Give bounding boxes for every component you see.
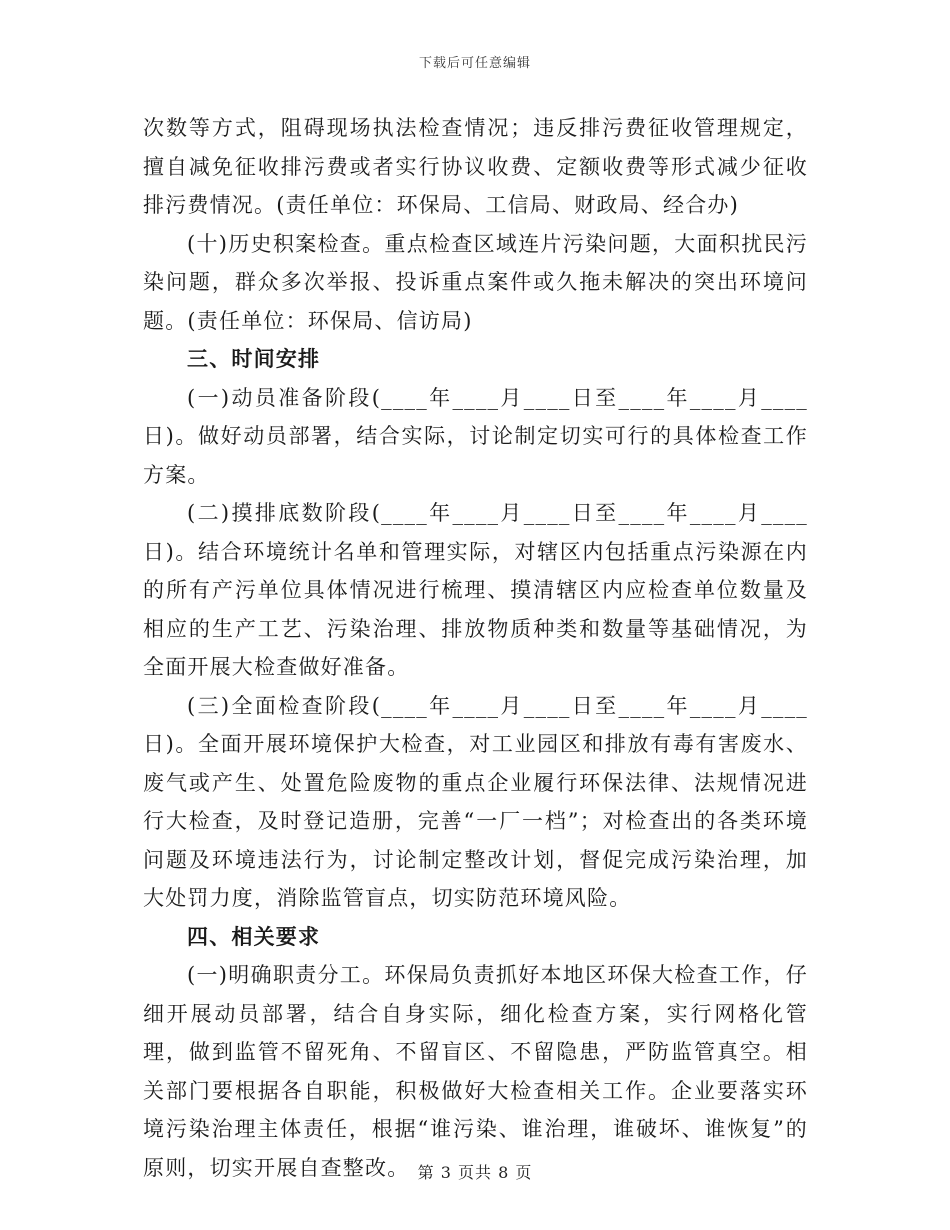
page-number: 第 3 页共 8 页: [417, 1163, 533, 1182]
paragraph-responsibilities: (一)明确职责分工。环保局负责抓好本地区环保大检查工作，仔细开展动员部署，结合自身实际，细化检查方案，实行网格化管理，做到监管不留死角、不留盲区、不留隐患，严防监管真空。相关部门要根据各自职能，积极做好大检查相关工作。企业要落实环境污染治理主体责任，根据“谁污染、谁治理，谁破坏、谁恢复”的原则，切实开展自查整改。: [143, 963, 808, 1180]
paragraph-inspection-stage: (三)全面检查阶段(____年____月____日至____年____月____日)。全面开展环境保护大检查，对工业园区和排放有毒有害废水、废气或产生、处置危险废物的重点企业履行环保法律、法规情况进行大检查，及时登记造册，完善“一厂一档”；对检查出的各类环境问题及环境违法行为，讨论制定整改计划，督促完成污染治理，加大处罚力度，消除监管盲点，切实防范环境风险。: [143, 693, 808, 910]
paragraph-history-cases: (十)历史积案检查。重点检查区域连片污染问题，大面积扰民污染问题，群众多次举报、投诉重点案件或久拖未解决的突出环境问题。(责任单位：环保局、信访局): [143, 231, 808, 333]
paragraph-continuation: 次数等方式，阻碍现场执法检查情况；违反排污费征收管理规定，擅自减免征收排污费或者实行协议收费、定额收费等形式减少征收排污费情况。(责任单位：环保局、工信局、财政局、经合办): [143, 116, 808, 217]
paragraph-survey-stage: (二)摸排底数阶段(____年____月____日至____年____月____日)。结合环境统计名单和管理实际，对辖区内包括重点污染源在内的所有产污单位具体情况进行梳理、摸清辖区内应检查单位数量及相应的生产工艺、污染治理、排放物质种类和数量等基础情况，为全面开展大检查做好准备。: [143, 501, 808, 679]
page-header: 下载后可任意编辑: [418, 56, 531, 71]
document-body: [143, 109, 808, 1187]
paragraph-mobilization-stage: (一)动员准备阶段(____年____月____日至____年____月____日)。做好动员部署，结合实际，讨论制定切实可行的具体检查工作方案。: [143, 385, 808, 487]
section-heading-schedule: 三、时间安排: [187, 346, 321, 371]
section-heading-requirements: 四、相关要求: [187, 923, 321, 949]
